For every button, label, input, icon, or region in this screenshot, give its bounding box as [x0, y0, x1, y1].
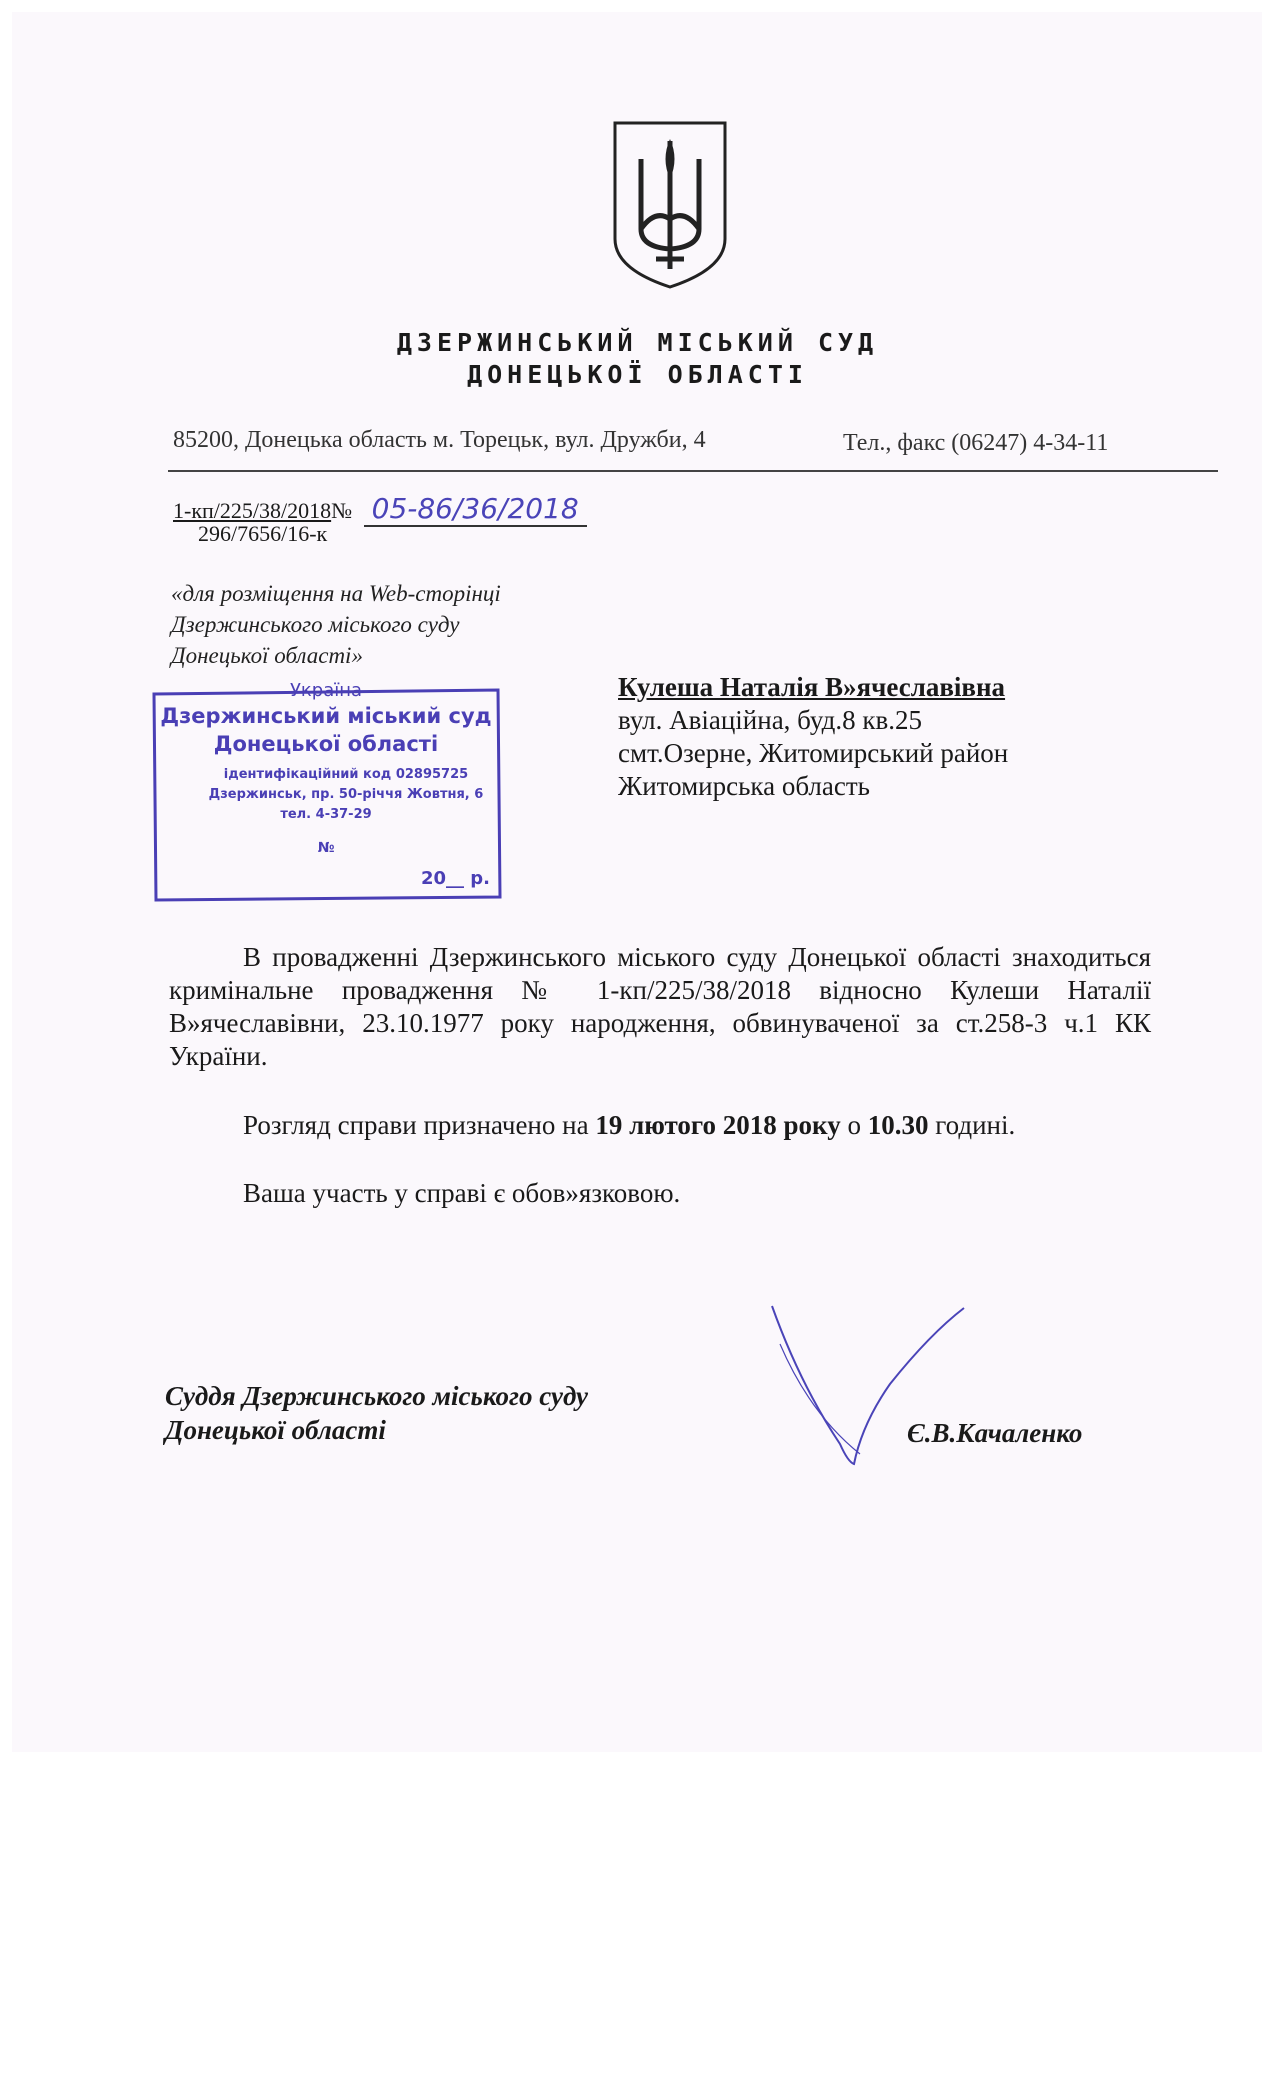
number-sign: № [331, 498, 353, 523]
judge-position [165, 1379, 588, 1447]
coat-of-arms-trident-icon [611, 119, 729, 291]
body-paragraph: В провадженні Дзержинського міського суду Донецької області знаходиться кримінальне провадження № 1-кп/225/38/2018 відносно Кулеши Наталії В»ячеславівни, 23.10.1977 року народження, обвинуваченої за ст.258-3 ч.1 КК України. [169, 942, 1151, 1071]
recipient-block [618, 671, 1008, 803]
judge-name: Є.В.Качаленко [907, 1418, 1083, 1448]
stamp-line3: ідентифікаційний код 02895725 [223, 767, 469, 782]
web-note [171, 578, 501, 671]
hearing-prefix: Розгляд справи призначено на [243, 1110, 596, 1140]
case-number: 1-кп/225/38/2018 [173, 498, 332, 523]
hearing-suffix: годині. [928, 1110, 1016, 1140]
hearing-paragraph [243, 1109, 1015, 1142]
recipient-name: Кулеша Наталія В»ячеславівна [618, 672, 1006, 702]
judge-position-line2: Донецької області [165, 1415, 386, 1445]
court-stamp [150, 672, 502, 902]
court-phone: Тел., факс (06247) 4-34-11 [843, 430, 1109, 456]
judge-position-line1: Суддя Дзержинського міського суду [165, 1381, 588, 1411]
web-note-line: «для розміщення на Web-сторінці [171, 581, 501, 606]
stamp-no-label: № [317, 840, 335, 856]
recipient-region: Житомирська область [618, 771, 870, 801]
court-name-line1: ДЗЕРЖИНСЬКИЙ МІСЬКИЙ СУД [396, 328, 879, 357]
outgoing-number: 05-86/36/2018 [364, 492, 587, 527]
participation-note: Ваша участь у справі є обов»язковою. [243, 1178, 681, 1208]
court-name-line2: ДОНЕЦЬКОЇ ОБЛАСТІ [467, 360, 808, 389]
stamp-line1: Дзержинський міський суд [160, 704, 492, 728]
recipient-street: вул. Авіаційна, буд.8 кв.25 [618, 705, 923, 735]
web-note-line: Донецької області» [171, 643, 363, 668]
header-divider [168, 470, 1218, 472]
hearing-date: 19 лютого 2018 року [595, 1110, 841, 1140]
hearing-mid: о [840, 1110, 868, 1140]
stamp-line5: тел. 4-37-29 [280, 807, 372, 822]
court-address: 85200, Донецька область м. Торецьк, вул. Дружби, 4 [173, 427, 706, 453]
stamp-line4: Дзержинськ, пр. 50-річчя Жовтня, 6 [208, 787, 484, 802]
secondary-number: 296/7656/16-к [198, 521, 328, 546]
stamp-line2: Донецької області [213, 732, 439, 756]
stamp-date-label: 20__ р. [420, 868, 490, 889]
hearing-time: 10.30 [867, 1110, 929, 1140]
recipient-town: смт.Озерне, Житомирський район [618, 738, 1009, 768]
web-note-line: Дзержинського міського суду [171, 612, 460, 637]
stamp-country: Україна [289, 680, 363, 701]
